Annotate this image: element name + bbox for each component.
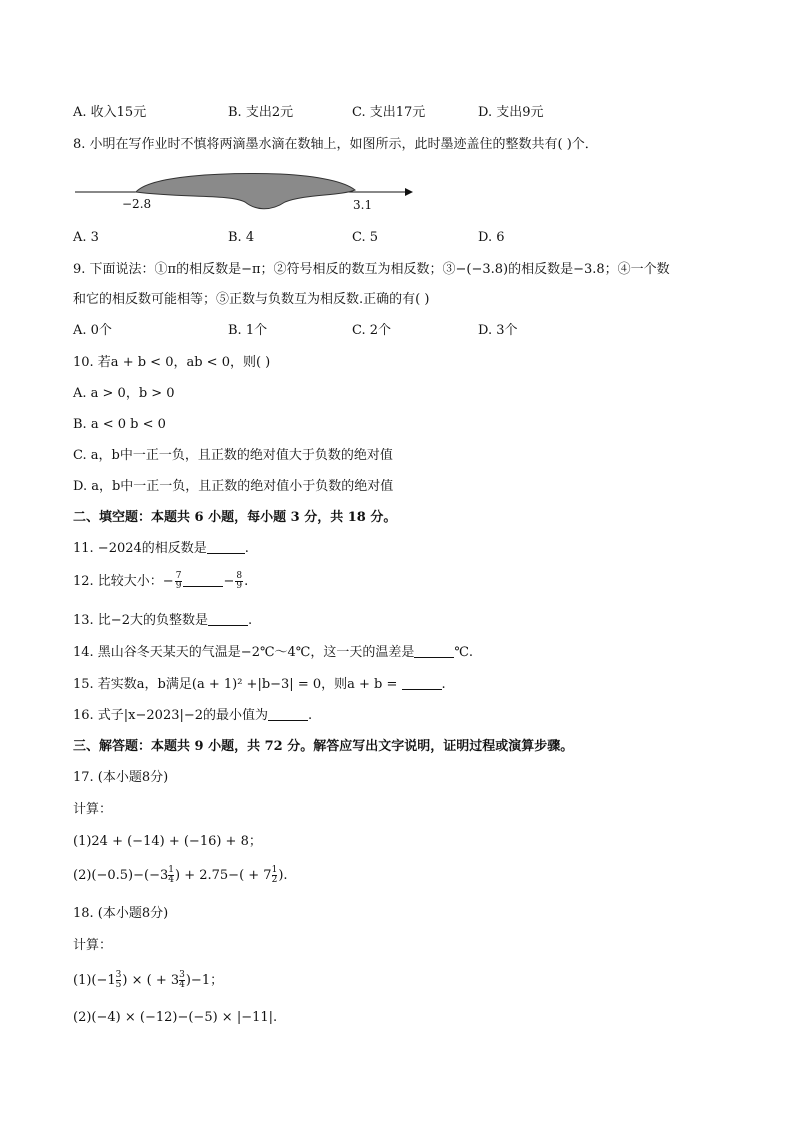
q8-stem: 8. 小明在写作业时不慎将两滴墨水滴在数轴上，如图所示，此时墨迹盖住的整数共有( )个． <box>73 137 598 152</box>
frac-num: 8 <box>236 571 243 581</box>
section2-heading: 二、填空题：本题共 6 小题，每小题 3 分，共 18 分。 <box>73 510 397 525</box>
q18-p1-b: ) × ( + 3 <box>122 973 180 988</box>
answer-blank <box>402 676 442 690</box>
q17-p2-a: (2)(−0.5)−(−3 <box>73 868 169 883</box>
q18-title: 18. (本小题8分) <box>73 906 169 921</box>
frac-den: 9 <box>236 581 243 591</box>
frac-den: 2 <box>271 875 278 885</box>
q7-option-c: C. 支出17元 <box>352 105 426 120</box>
q16-text: 16. 式子|x−2023|−2的最小值为 <box>73 708 269 723</box>
q12-end: . <box>244 574 249 589</box>
fraction-8-9 <box>235 572 243 591</box>
q11-text: 11. −2024的相反数是 <box>73 541 207 556</box>
frac-num: 3 <box>179 970 185 980</box>
q17-part1: (1)24 + (−14) + (−16) + 8； <box>73 834 262 849</box>
mixed-fraction <box>179 971 185 990</box>
q15-end: . <box>441 677 446 692</box>
frac-num: 7 <box>175 571 182 581</box>
frac-num: 1 <box>168 865 174 875</box>
frac-num: 1 <box>271 865 278 875</box>
q18-p1-a: (1)(−1 <box>73 973 116 988</box>
answer-blank <box>208 612 248 626</box>
ink-blot <box>136 174 355 209</box>
q13 <box>73 612 252 630</box>
number-line-figure <box>70 168 420 218</box>
section3-heading: 三、解答题：本题共 9 小题，共 72 分。解答应写出文字说明，证明过程或演算步骤。 <box>73 739 574 754</box>
mixed-fraction <box>272 866 278 885</box>
q11 <box>73 540 249 558</box>
frac-den: 4 <box>168 875 174 885</box>
frac-num: 3 <box>115 970 122 980</box>
q17-p2-c: ). <box>278 868 288 883</box>
q18-calc-label: 计算： <box>73 938 113 953</box>
q9-option-a: A. 0个 <box>73 323 112 338</box>
label-3-1: 3.1 <box>353 198 373 212</box>
q14 <box>73 644 473 662</box>
q15 <box>73 676 446 694</box>
q14-end: ℃. <box>454 645 474 660</box>
q9-stem-line1: 9. 下面说法：①π的相反数是−π；②符号相反的数互为相反数；③−(−3.8)的相反数是−3.8；④一个数 <box>73 262 670 277</box>
q8-option-c: C. 5 <box>352 230 379 245</box>
q8-option-b: B. 4 <box>228 230 255 245</box>
q10-option-d: D. a，b中一正一负，且正数的绝对值小于负数的绝对值 <box>73 479 394 494</box>
q7-option-a: A. 收入15元 <box>73 105 147 120</box>
answer-blank <box>268 707 308 721</box>
mixed-fraction <box>168 866 174 885</box>
q17-p2-b: ) + 2.75−( + 7 <box>175 868 272 883</box>
answer-blank <box>207 540 245 554</box>
q9-stem-line2: 和它的相反数可能相等；⑤正数与负数互为相反数.正确的有( ) <box>73 292 430 307</box>
mixed-fraction <box>116 971 122 990</box>
q7-option-d: D. 支出9元 <box>478 105 544 120</box>
q18-part1 <box>73 971 223 990</box>
q10-option-c: C. a，b中一正一负，且正数的绝对值大于负数的绝对值 <box>73 448 393 463</box>
q9-option-b: B. 1个 <box>228 323 268 338</box>
q7-option-b: B. 支出2元 <box>228 105 294 120</box>
q12-mid: − <box>223 574 235 589</box>
answer-blank <box>414 644 454 658</box>
fraction-7-9 <box>175 572 183 591</box>
q16 <box>73 707 312 725</box>
q17-title: 17. (本小题8分) <box>73 770 169 785</box>
label-minus-2-8: −2.8 <box>122 197 152 211</box>
q12 <box>73 572 248 591</box>
q16-end: . <box>308 708 313 723</box>
q17-part2 <box>73 866 288 885</box>
frac-den: 9 <box>175 581 182 591</box>
q12-prefix: 12. 比较大小：− <box>73 574 174 589</box>
q13-text: 13. 比−2大的负整数是 <box>73 613 208 628</box>
q9-option-c: C. 2个 <box>352 323 392 338</box>
q8-option-d: D. 6 <box>478 230 505 245</box>
q10-option-a: A. a > 0，b > 0 <box>73 386 175 401</box>
q10-option-b: B. a < 0 b < 0 <box>73 417 166 432</box>
q10-stem: 10. 若a + b < 0，ab < 0，则( ) <box>73 355 271 370</box>
q18-p1-c: )−1； <box>185 973 224 988</box>
q11-end: . <box>244 541 249 556</box>
q14-text: 14. 黑山谷冬天某天的气温是−2℃～4℃，这一天的温差是 <box>73 645 415 660</box>
frac-den: 5 <box>115 980 122 990</box>
number-line-arrow <box>405 188 413 196</box>
q8-option-a: A. 3 <box>73 230 99 245</box>
answer-blank <box>183 573 223 587</box>
q15-text: 15. 若实数a，b满足(a + 1)² +|b−3| = 0，则a + b = <box>73 677 402 692</box>
frac-den: 4 <box>179 980 185 990</box>
q13-end: . <box>247 613 253 628</box>
q9-option-d: D. 3个 <box>478 323 518 338</box>
q17-calc-label: 计算： <box>73 802 113 817</box>
q18-part2: (2)(−4) × (−12)−(−5) × |−11|. <box>73 1010 278 1025</box>
